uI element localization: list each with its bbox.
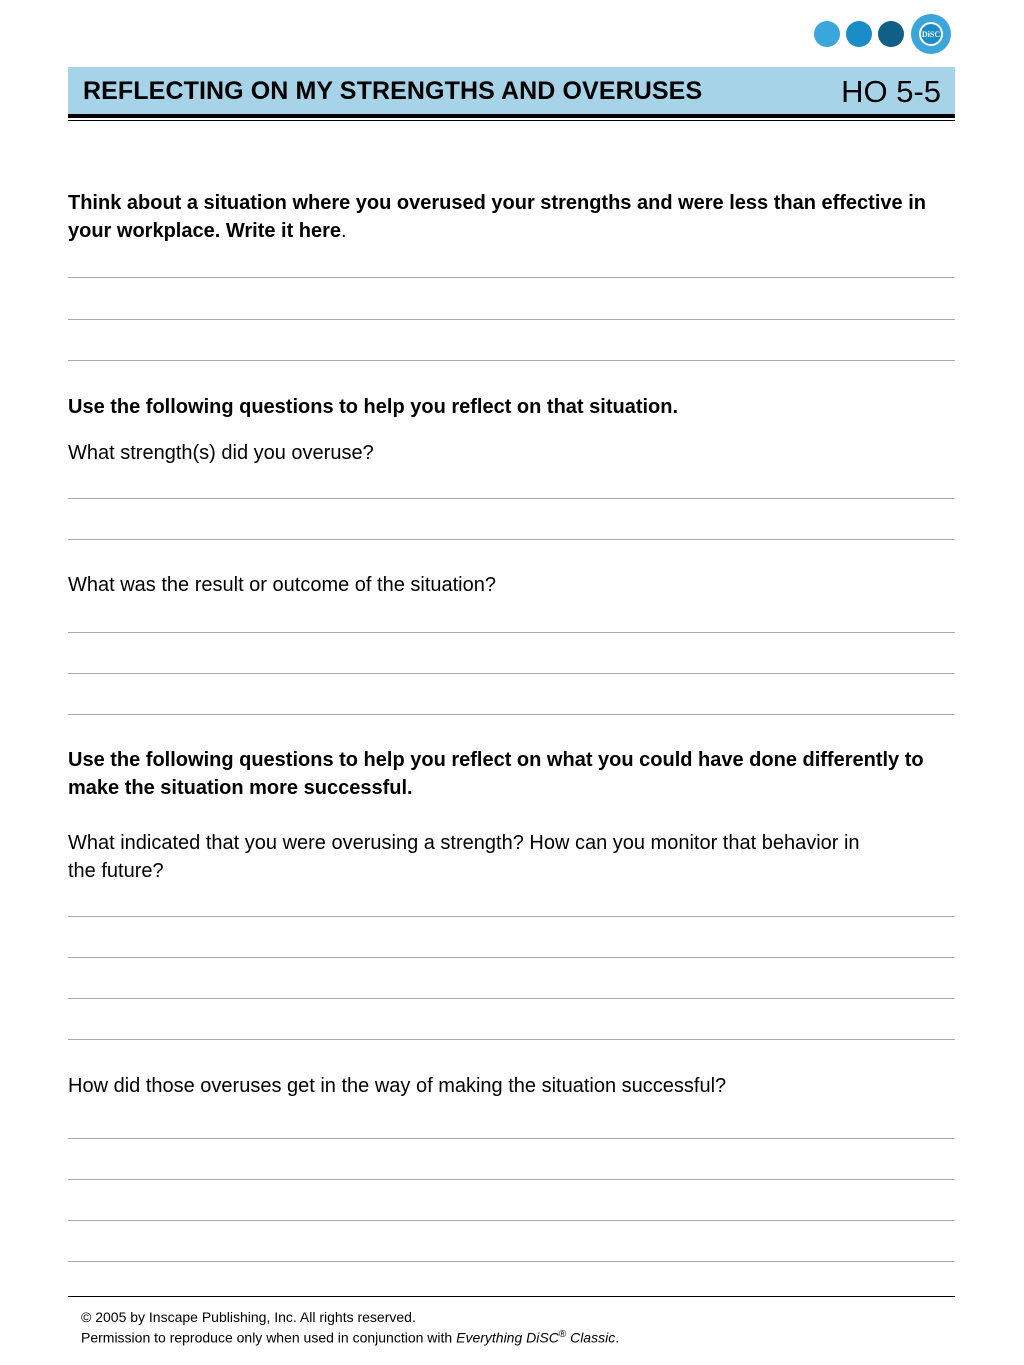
question-result-outcome: What was the result or outcome of the situation? [68, 574, 496, 596]
footer-divider [68, 1296, 955, 1297]
answer-line[interactable] [68, 277, 955, 278]
answer-line[interactable] [68, 1261, 955, 1262]
answer-line[interactable] [68, 714, 955, 715]
reflect-instruction: Use the following questions to help you reflect on that situation. [68, 396, 679, 418]
question-monitor-behavior: What indicated that you were overusing a strength? How can you monitor that behavior in the future? [68, 832, 860, 882]
answer-line[interactable] [68, 673, 955, 674]
copyright-notice: © 2005 by Inscape Publishing, Inc. All rights reserved. [81, 1309, 416, 1325]
page-title: REFLECTING ON MY STRENGTHS AND OVERUSES [83, 77, 703, 105]
answer-line[interactable] [68, 319, 955, 320]
answer-line[interactable] [68, 1039, 955, 1040]
product-name: Everything DiSC [456, 1329, 559, 1346]
situation-prompt-period: . [341, 220, 347, 242]
answer-line[interactable] [68, 1179, 955, 1180]
logo-dot-dark [878, 21, 904, 47]
svg-text:DiSC: DiSC [921, 30, 941, 39]
permission-text: Permission to reproduce only when used in conjunction with [81, 1329, 457, 1346]
handout-code: HO 5-5 [841, 74, 941, 109]
answer-line[interactable] [68, 957, 955, 958]
logo-dot-light [814, 21, 840, 47]
answer-line[interactable] [68, 1138, 955, 1139]
registered-mark: ® [558, 1329, 567, 1340]
answer-line[interactable] [68, 1220, 955, 1221]
question-overuse-impact: How did those overuses get in the way of making the situation successful? [68, 1075, 727, 1097]
question-strengths-overused: What strength(s) did you overuse? [68, 442, 374, 464]
disc-logo [814, 14, 952, 54]
situation-prompt [68, 189, 948, 245]
improvement-instruction: Use the following questions to help you reflect on what you could have done differently to make the situation more successful. [68, 749, 924, 799]
logo-dot-medium [846, 21, 872, 47]
answer-line[interactable] [68, 539, 955, 540]
header-divider [68, 114, 955, 118]
header-bar [68, 67, 955, 114]
header-divider-thin [68, 120, 955, 121]
permission-period: . [615, 1329, 620, 1346]
answer-line[interactable] [68, 998, 955, 999]
product-edition: Classic [570, 1329, 616, 1346]
permission-notice [81, 1326, 619, 1347]
answer-line[interactable] [68, 498, 955, 499]
situation-prompt-text: Think about a situation where you overused your strengths and were less than effective in your workplace. Write it here [68, 192, 926, 242]
answer-line[interactable] [68, 632, 955, 633]
answer-line[interactable] [68, 360, 955, 361]
answer-line[interactable] [68, 916, 955, 917]
everything-disc-classic-seal-icon [910, 13, 952, 55]
